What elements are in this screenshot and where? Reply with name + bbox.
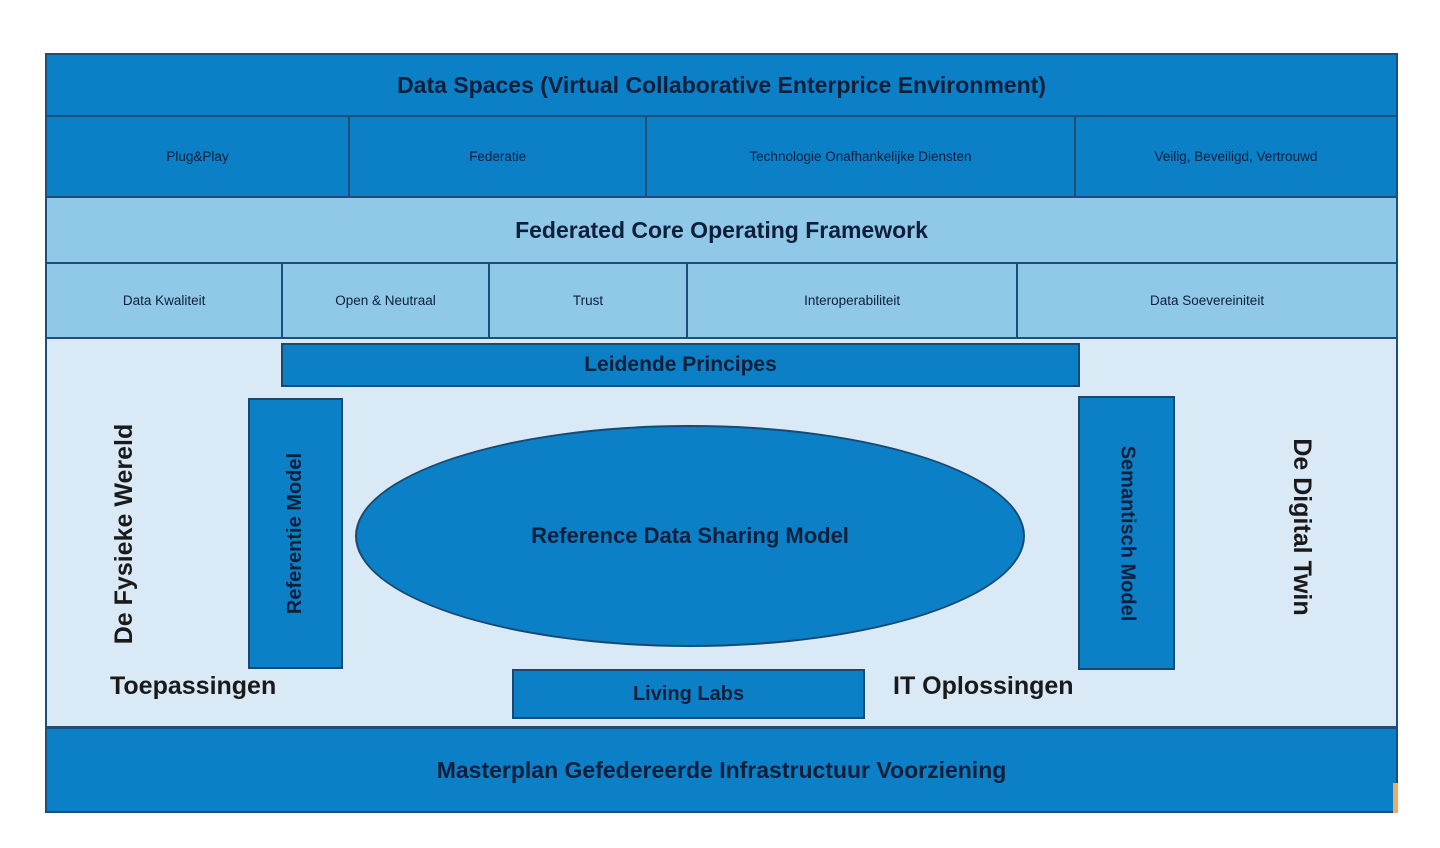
data-spaces-architecture-diagram [45,53,1398,813]
masterplan-label: Masterplan Gefedereerde Infrastructuur Voorziening [436,756,1007,783]
living-labs-box [512,669,865,719]
capability-row [47,115,1396,196]
capability-cell-plug-play: Plug&Play [47,117,350,196]
reference-data-sharing-model-ellipse [355,425,1025,647]
principle-row [47,262,1396,337]
leidende-principes-label: Leidende Principes [584,353,777,376]
federated-core-operating-framework-title: Federated Core Operating Framework [515,216,928,243]
principle-cell-data-kwaliteit: Data Kwaliteit [47,264,283,337]
semantisch-model-box [1078,396,1175,670]
capability-cell-federatie: Federatie [350,117,647,196]
reference-data-sharing-model-label: Reference Data Sharing Model [531,523,849,548]
referentie-model-box [248,398,343,669]
semantisch-model-label: Semantisch Model [1116,445,1139,621]
orange-edge-artifact [1393,783,1398,813]
leidende-principes-bar [281,343,1080,387]
principle-cell-interoperabiliteit: Interoperabiliteit [688,264,1018,337]
living-labs-label: Living Labs [632,682,745,705]
principle-cell-open-neutraal: Open & Neutraal [283,264,489,337]
it-oplossingen-label: IT Oplossingen [893,672,1074,700]
toepassingen-label: Toepassingen [110,672,277,700]
left-axis-label-fysieke-wereld: De Fysieke Wereld [109,423,138,645]
main-model-area [47,337,1396,726]
capability-cell-technologie-onafhankelijke-diensten: Technologie Onafhankelijke Diensten [647,117,1076,196]
principle-cell-trust: Trust [490,264,688,337]
federated-core-operating-framework-bar [47,196,1396,262]
capability-cell-veilig-beveiligd-vertrouwd: Veilig, Beveiligd, Vertrouwd [1154,149,1318,164]
principle-cell-data-soevereiniteit: Data Soevereiniteit [1150,293,1265,308]
referentie-model-label: Referentie Model [284,452,306,615]
right-axis-label-digital-twin: De Digital Twin [1288,438,1317,616]
data-spaces-title: Data Spaces (Virtual Collaborative Enterprice Environment) [397,71,1046,98]
masterplan-bar [47,726,1396,811]
data-spaces-title-bar [47,55,1396,115]
